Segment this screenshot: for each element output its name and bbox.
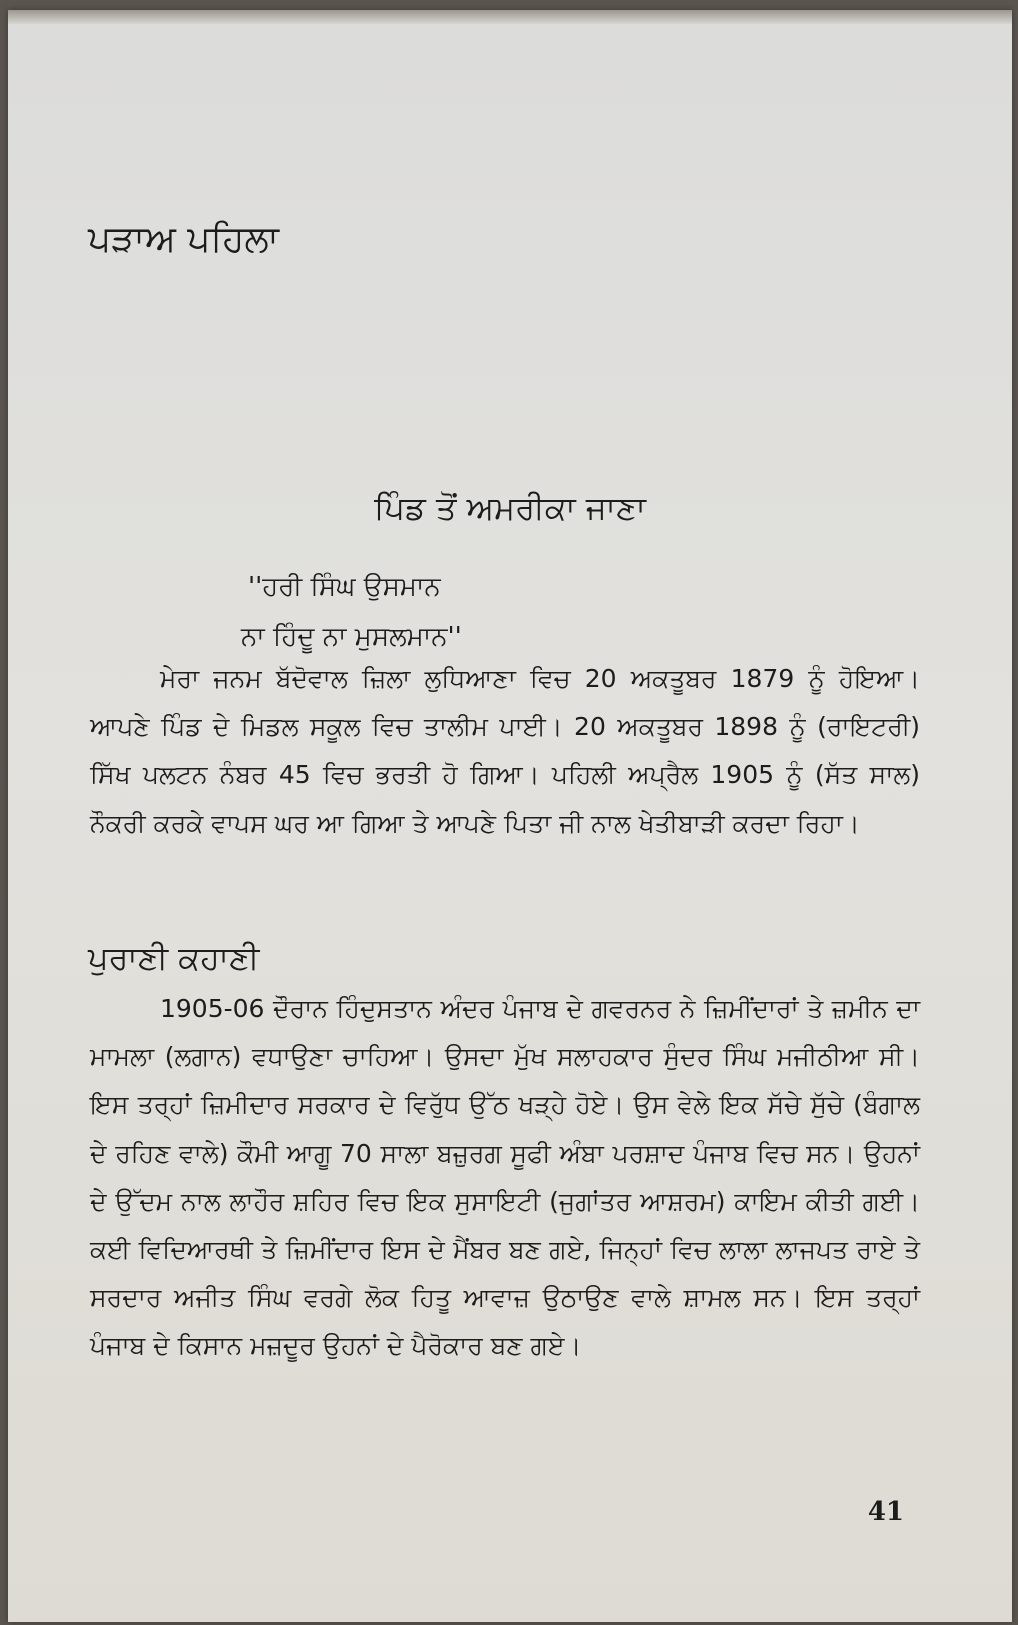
chapter-heading: ਪੜਾਅ ਪਹਿਲਾ [88,219,279,260]
section-title: ਪਿੰਡ ਤੋਂ ਅਮਰੀਕਾ ਜਾਣਾ [374,489,646,527]
quote-line-2: ਨਾ ਹਿੰਦੂ ਨਾ ਮੁਸਲਮਾਨ'' [241,622,462,652]
paragraph-old-story: 1905-06 ਦੌਰਾਨ ਹਿੰਦੁਸਤਾਨ ਅੰਦਰ ਪੰਜਾਬ ਦੇ ਗਵਰਨਰ ਨੇ ਜ਼ਿਮੀਂਦਾਰਾਂ ਤੇ ਜ਼ਮੀਨ ਦਾ ਮਾਮਲਾ (ਲਗਾਨ) ਵਧਾਉਣਾ ਚਾਹਿਆ। ਉਸਦਾ ਮੁੱਖ ਸਲਾਹਕਾਰ ਸੁੰਦਰ ਸਿੰਘ ਮਜੀਠੀਆ ਸੀ। ਇਸ ਤਰ੍ਹਾਂ ਜ਼ਿਮੀਦਾਰ ਸਰਕਾਰ ਦੇ ਵਿਰੁੱਧ ਉੱਠ ਖੜ੍ਹੇ ਹੋਏ। ਉਸ ਵੇਲੇ ਇਕ ਸੱਚੇ ਸੁੱਚੇ (ਬੰਗਾਲ ਦੇ ਰਹਿਣ ਵਾਲੇ) ਕੌਮੀ ਆਗੂ 70 ਸਾਲਾ ਬਜ਼ੁਰਗ ਸੂਫੀ ਅੰਬਾ ਪਰਸ਼ਾਦ ਪੰਜਾਬ ਵਿਚ ਸਨ। ਉਹਨਾਂ ਦੇ ਉੱਦਮ ਨਾਲ ਲਾਹੌਰ ਸ਼ਹਿਰ ਵਿਚ ਇਕ ਸੁਸਾਇਟੀ (ਜੁਗਾਂਤਰ ਆਸ਼ਰਮ) ਕਾਇਮ ਕੀਤੀ ਗਈ। ਕਈ ਵਿਦਿਆਰਥੀ ਤੇ ਜ਼ਿਮੀਂਦਾਰ ਇਸ ਦੇ ਮੈਂਬਰ ਬਣ ਗਏ, ਜਿਨ੍ਹਾਂ ਵਿਚ ਲਾਲਾ ਲਾਜਪਤ ਰਾਏ ਤੇ ਸਰਦਾਰ ਅਜੀਤ ਸਿੰਘ ਵਰਗੇ ਲੋਕ ਹਿਤੂ ਆਵਾਜ਼ ਉਠਾਉਣ ਵਾਲੇ ਸ਼ਾਮਲ ਸਨ। ਇਸ ਤਰ੍ਹਾਂ ਪੰਜਾਬ ਦੇ ਕਿਸਾਨ ਮਜ਼ਦੂਰ ਉਹਨਾਂ ਦੇ ਪੈਰੋਕਾਰ ਬਣ ਗਏ। [90,994,920,1361]
page-number: 41 [867,1497,904,1527]
quote-line-1: ''ਹਰੀ ਸਿੰਘ ਉਸਮਾਨ [248,572,441,602]
sub-heading: ਪੁਰਾਣੀ ਕਹਾਣੀ [88,939,260,977]
paragraph-birth: ਮੇਰਾ ਜਨਮ ਬੱਦੋਵਾਲ ਜ਼ਿਲਾ ਲੁਧਿਆਣਾ ਵਿਚ 20 ਅਕਤੂਬਰ 1879 ਨੂੰ ਹੋਇਆ। ਆਪਣੇ ਪਿੰਡ ਦੇ ਮਿਡਲ ਸਕੂਲ ਵਿਚ ਤਾਲੀਮ ਪਾਈ। 20 ਅਕਤੂਬਰ 1898 ਨੂੰ (ਰਾਇਟਰੀ) ਸਿੱਖ ਪਲਟਨ ਨੰਬਰ 45 ਵਿਚ ਭਰਤੀ ਹੋ ਗਿਆ। ਪਹਿਲੀ ਅਪ੍ਰੈਲ 1905 ਨੂੰ (ਸੱਤ ਸਾਲ) ਨੌਕਰੀ ਕਰਕੇ ਵਾਪਸ ਘਰ ਆ ਗਿਆ ਤੇ ਆਪਣੇ ਪਿਤਾ ਜੀ ਨਾਲ ਖੇਤੀਬਾੜੀ ਕਰਦਾ ਰਿਹਾ। [90,664,920,838]
page-top-edge [8,10,1012,24]
book-page [8,10,1012,1622]
